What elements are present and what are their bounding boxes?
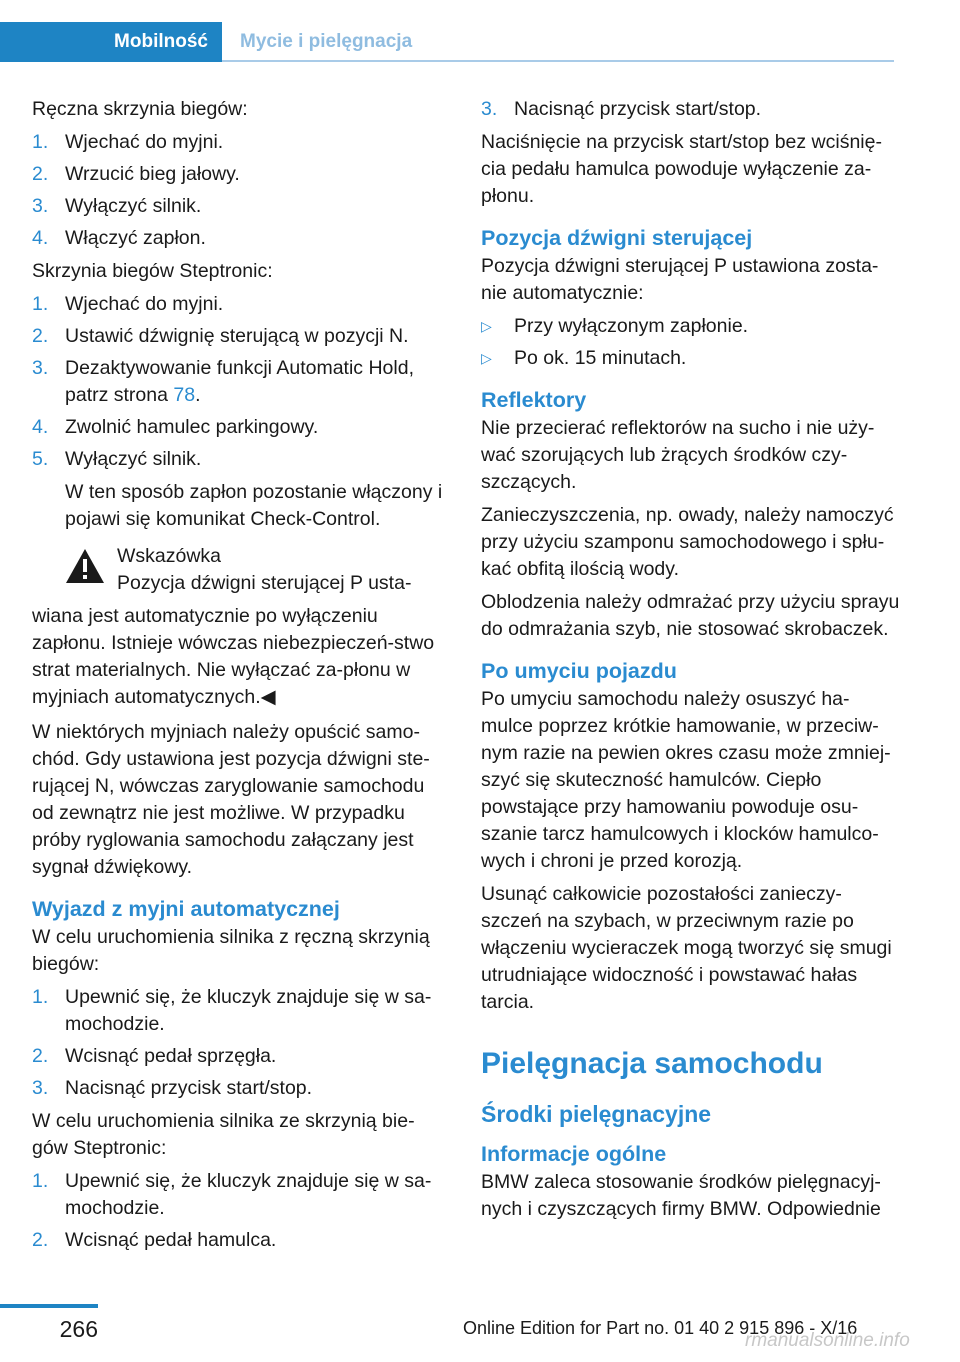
page-number: 266 bbox=[59, 1316, 98, 1342]
list-number: 2. bbox=[32, 1229, 49, 1251]
subchapter-heading: Środki pielęgnacyjne bbox=[481, 1101, 712, 1127]
paragraph: W celu uruchomienia silnika z ręczną skrzynią biegów: bbox=[32, 926, 430, 975]
list-number: 4. bbox=[32, 227, 49, 249]
edition-note: Online Edition for Part no. 01 40 2 915 896 - X/16 bbox=[463, 1318, 858, 1338]
section-heading: Pozycja dźwigni sterującej bbox=[481, 226, 753, 250]
list-item: 1. Wjechać do myjni. bbox=[32, 291, 444, 318]
list-item: 1. Upewnić się, że kluczyk znajduje się w sa-mochodzie. bbox=[32, 1170, 432, 1219]
list-item: 3. Nacisnąć przycisk start/stop. bbox=[481, 96, 901, 123]
steptronic-steps-list bbox=[32, 291, 444, 533]
list-item: 4. Zwolnić hamulec parkingowy. bbox=[32, 414, 444, 441]
section-tab-label: Mycie i pielęgnacja bbox=[240, 31, 413, 52]
warning-box bbox=[32, 543, 444, 603]
list-item: 4. Włączyć zapłon. bbox=[32, 225, 444, 252]
section-tab-mobility[interactable] bbox=[0, 22, 222, 62]
list-number: 1. bbox=[32, 986, 49, 1008]
section-tab-label: Mobilność bbox=[114, 31, 208, 52]
list-item: 3. Dezaktywowanie funkcji Automatic Hold, patrz strona 78. bbox=[32, 357, 414, 406]
list-number: 5. bbox=[32, 448, 49, 470]
paragraph: Po umyciu samochodu należy osuszyć ha-mulce poprzez krótkie hamowanie, w przeciw-nym razie na pewien okres czasu może zmniej-szyć się skuteczność hamulców. Ciepło powstające przy hamowaniu powoduje osu-szanie tarcz hamulcowych i klocków hamulco-wych i chroni je przed korozją. bbox=[481, 688, 891, 872]
paragraph: Skrzynia biegów Steptronic: bbox=[32, 260, 273, 282]
list-item: 2. Wcisnąć pedał sprzęgła. bbox=[32, 1043, 444, 1070]
header-divider bbox=[222, 60, 894, 62]
paragraph: Ręczna skrzynia biegów: bbox=[32, 98, 248, 120]
paragraph: Pozycja dźwigni sterującej P ustawiona zosta-nie automatycznie: bbox=[481, 255, 879, 304]
chapter-heading: Pielęgnacja samochodu bbox=[481, 1047, 823, 1080]
section-heading: Informacje ogólne bbox=[481, 1142, 667, 1166]
list-number: 1. bbox=[32, 1170, 49, 1192]
paragraph: Nie przecierać reflektorów na sucho i nie uży-wać szorujących lub żrących środków czy-szczących. bbox=[481, 417, 875, 493]
exit-steptronic-steps-list bbox=[32, 1168, 444, 1254]
triangle-bullet-icon: ▷ bbox=[481, 350, 492, 366]
left-column bbox=[32, 96, 444, 1260]
lever-conditions-list bbox=[481, 313, 901, 372]
list-item: 5. Wyłączyć silnik. W ten sposób zapłon pozostanie włączony i pojawi się komunikat Check-Control. bbox=[32, 446, 444, 533]
list-item: 1. Upewnić się, że kluczyk znajduje się w sa-mochodzie. bbox=[32, 986, 432, 1035]
section-heading: Reflektory bbox=[481, 388, 587, 412]
paragraph: W celu uruchomienia silnika ze skrzynią bie-gów Steptronic: bbox=[32, 1110, 415, 1159]
list-number: 2. bbox=[32, 163, 49, 185]
list-number: 3. bbox=[32, 1077, 49, 1099]
exit-steptronic-steps-continued bbox=[481, 96, 901, 123]
page-header bbox=[0, 0, 960, 64]
paragraph: Naciśnięcie na przycisk start/stop bez wciśnię-cia pedału hamulca powoduje wyłączenie za-płonu. bbox=[481, 131, 882, 207]
paragraph: W niektórych myjniach należy opuścić samo-chód. Gdy ustawiona jest pozycja dźwigni ste-rującej N, wówczas zaryglowanie samochodu od zewnątrz nie jest możliwe. W przypadku próby ryglowania samochodu załączany jest sygnał dźwiękowy. bbox=[32, 721, 430, 878]
list-number: 3. bbox=[32, 357, 49, 379]
page-reference-link[interactable]: 78 bbox=[173, 384, 196, 406]
paragraph: Usunąć całkowicie pozostałości zanieczy-szczeń na szybach, w przeciwnym razie po włączeniu wycieraczek mogą tworzyć się smugi utrudniające widoczność i powstawać hałas tarcia. bbox=[481, 883, 892, 1013]
list-number: 1. bbox=[32, 131, 49, 153]
list-item: 3. Wyłączyć silnik. bbox=[32, 193, 444, 220]
watermark: rmanualsonline.info bbox=[745, 1330, 910, 1351]
paragraph: Zanieczyszczenia, np. owady, należy namoczyć przy użyciu szamponu samochodowego i spłu-kać obfitą ilością wody. bbox=[481, 504, 894, 580]
list-number: 1. bbox=[32, 293, 49, 315]
section-tab-washing-care[interactable] bbox=[240, 22, 412, 62]
footer-accent-bar bbox=[0, 1304, 98, 1308]
warning-text-first-line: Pozycja dźwigni sterującej P usta- bbox=[117, 572, 412, 594]
list-number: 2. bbox=[32, 325, 49, 347]
list-item: ▷ Przy wyłączonym zapłonie. bbox=[481, 313, 901, 340]
paragraph: Oblodzenia należy odmrażać przy użyciu sprayu do odmrażania szyb, nie stosować skrobaczek. bbox=[481, 591, 900, 640]
manual-steps-list bbox=[32, 129, 444, 252]
list-item: ▷ Po ok. 15 minutach. bbox=[481, 345, 901, 372]
exit-manual-steps-list bbox=[32, 984, 444, 1102]
list-item: 1. Wjechać do myjni. bbox=[32, 129, 444, 156]
warning-triangle-icon bbox=[65, 547, 105, 585]
right-column bbox=[481, 96, 901, 1229]
paragraph: BMW zaleca stosowanie środków pielęgnacyj-nych i czyszczących firmy BMW. Odpowiednie bbox=[481, 1171, 881, 1220]
step-note: W ten sposób zapłon pozostanie włączony i pojawi się komunikat Check-Control. bbox=[65, 481, 443, 530]
triangle-bullet-icon: ▷ bbox=[481, 318, 492, 334]
list-number: 3. bbox=[481, 98, 498, 120]
list-item: 2. Wrzucić bieg jałowy. bbox=[32, 161, 444, 188]
list-item: 3. Nacisnąć przycisk start/stop. bbox=[32, 1075, 444, 1102]
warning-text: wiana jest automatycznie po wyłączeniu zapłonu. Istnieje wówczas niebezpieczeń-stwo strat materialnych. Nie wyłączać za-płonu w myjniach automatycznych.◀ bbox=[32, 605, 435, 708]
warning-title: Wskazówka bbox=[117, 545, 222, 567]
list-item: 2. Ustawić dźwignię sterującą w pozycji N. bbox=[32, 323, 444, 350]
list-number: 2. bbox=[32, 1045, 49, 1067]
section-heading: Po umyciu pojazdu bbox=[481, 659, 677, 683]
section-heading: Wyjazd z myjni automatycznej bbox=[32, 897, 340, 921]
list-item: 2. Wcisnąć pedał hamulca. bbox=[32, 1227, 444, 1254]
list-number: 3. bbox=[32, 195, 49, 217]
list-number: 4. bbox=[32, 416, 49, 438]
